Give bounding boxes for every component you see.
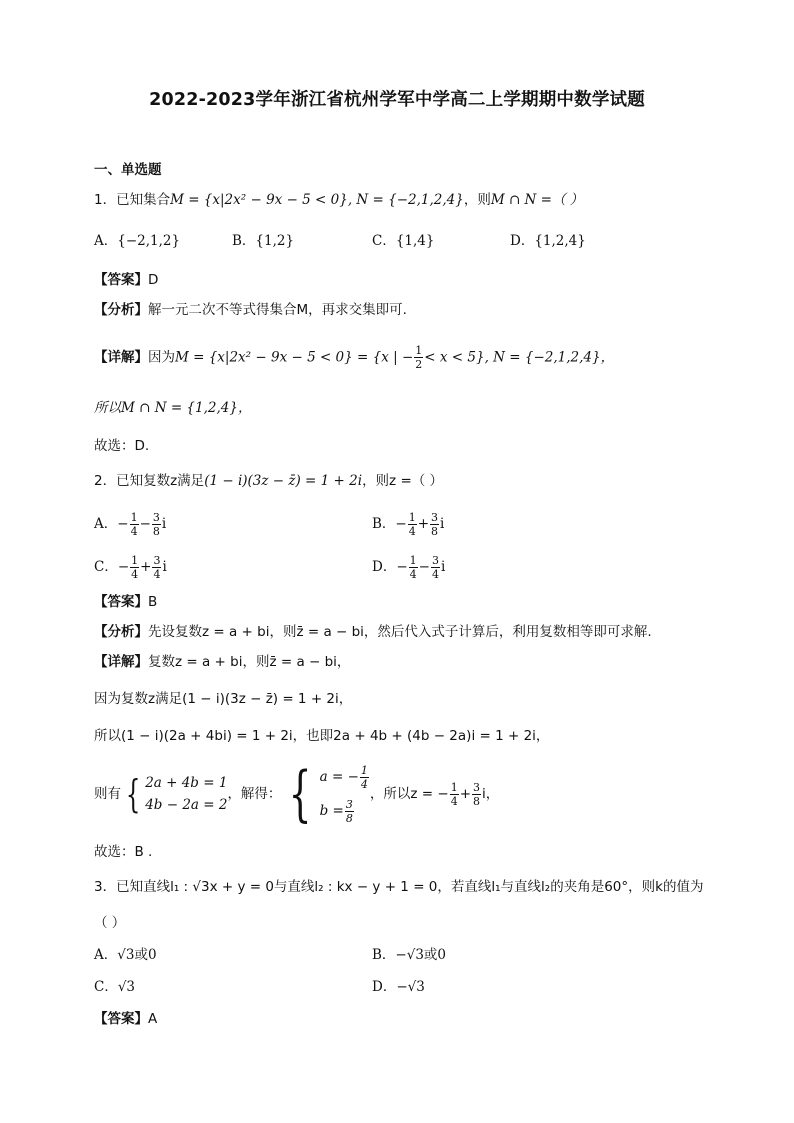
q2-stem-prefix: 2．已知复数z满足	[94, 473, 205, 489]
q3-answer-tag: 【答案】	[94, 1011, 148, 1027]
q2-result-op: +	[459, 786, 471, 802]
q3-option-b: B．−√3或0	[372, 947, 447, 963]
q1-detail-line	[94, 344, 614, 371]
q1-option-b: B．{1,2}	[232, 233, 295, 249]
q2-left-brace-1: {	[125, 772, 141, 816]
q2-sol-b	[320, 794, 370, 828]
q1-stem-prefix: 1．已知集合	[94, 192, 171, 208]
q2-option-d-f2-den: 4	[431, 568, 439, 581]
q2-sol-a	[320, 760, 370, 794]
q2-system	[145, 772, 227, 816]
q1-detail-eq: M = {x|2x² − 9x − 5 < 0} = {x | −	[175, 349, 414, 366]
q1-detail-frac-num: 1	[415, 344, 423, 357]
q2-option-a-op: −	[139, 516, 151, 532]
q2-option-a-frac1	[130, 511, 139, 538]
q2-option-a-unit: i	[161, 516, 167, 532]
q2-result	[369, 780, 500, 808]
q2-option-a-f1-den: 4	[130, 525, 138, 538]
q2-result-f2-num: 3	[473, 780, 480, 794]
q2-sol-a-frac	[360, 764, 369, 791]
q3-answer-line	[94, 1009, 157, 1029]
q2-option-a	[94, 511, 166, 538]
q2-sol-b-text: b =	[319, 803, 344, 819]
q2-stem-suffix: ，则z =（ ）	[362, 473, 444, 489]
q1-question: M ∩ N =（ ）	[490, 192, 584, 208]
q2-option-b-frac2	[430, 511, 439, 538]
q2-option-d-f2-num: 3	[431, 554, 439, 567]
q2-option-a-label: A．−	[94, 516, 129, 532]
q2-sol-b-frac	[345, 798, 354, 825]
q2-stem-eq: (1 − i)(3z − z̄) = 1 + 2i	[204, 473, 363, 489]
q2-option-a-frac2	[152, 511, 161, 538]
q2-detail-tag: 【详解】	[94, 654, 148, 670]
q1-analysis-line	[94, 300, 407, 320]
q2-result-frac1	[450, 781, 459, 808]
q2-answer-tag: 【答案】	[94, 594, 148, 610]
q2-option-c-f1-num: 1	[131, 554, 139, 567]
q2-sol-a-text: a = −	[319, 769, 359, 785]
q1-analysis-tag: 【分析】	[94, 302, 148, 318]
q2-option-b-f1-num: 1	[408, 511, 416, 524]
q2-option-c-f2-num: 3	[153, 554, 161, 567]
q2-result-f1-den: 4	[450, 794, 458, 808]
q2-line3: 所以(1 − i)(2a + 4bi) = 1 + 2i，也即2a + 4b + (4b − 2a)i = 1 + 2i，	[94, 728, 550, 744]
q1-answer-line	[94, 270, 158, 290]
q2-option-b-label: B．−	[372, 516, 407, 532]
q1-option-a: A．{−2,1,2}	[94, 233, 181, 249]
q2-choose: 故选：B .	[94, 844, 153, 860]
q1-choose: 故选：D.	[94, 438, 150, 454]
q1-detail-fraction	[414, 344, 423, 371]
q2-option-b-op: +	[417, 516, 430, 532]
q2-option-c	[94, 554, 167, 581]
q2-option-c-f2-den: 4	[153, 568, 161, 581]
q2-system-line	[94, 760, 499, 830]
q2-sol-a-den: 4	[360, 778, 368, 791]
q2-detail-line	[94, 652, 350, 672]
section-heading: 一、单选题	[94, 162, 162, 178]
q2-option-a-f2-num: 3	[152, 511, 160, 524]
q2-option-b-f2-den: 8	[431, 525, 439, 538]
q3-option-c: C．√3	[94, 979, 136, 995]
q2-system-prefix: 则有	[94, 786, 121, 802]
q1-detail-intro: 因为	[148, 349, 175, 366]
q1-option-c: C．{1,4}	[372, 233, 435, 249]
q1-stem	[94, 190, 583, 210]
q2-option-d	[372, 554, 445, 581]
q3-option-a: A．√3或0	[94, 947, 157, 963]
q2-option-b	[372, 511, 444, 538]
q1-set-definition: M = {x|2x² − 9x − 5 < 0}, N = {−2,1,2,4}	[170, 192, 464, 208]
q2-option-c-frac1	[130, 554, 139, 581]
q2-option-c-f1-den: 4	[131, 568, 139, 581]
q2-option-d-frac2	[431, 554, 440, 581]
q1-conclusion: 所以M ∩ N = {1,2,4}，	[94, 400, 252, 416]
q2-option-c-label: C．−	[94, 559, 130, 575]
q2-option-c-op: +	[140, 559, 152, 575]
q2-analysis-tag: 【分析】	[94, 624, 148, 640]
q2-detail: 复数z = a + bi，则z̄ = a − bi，	[148, 654, 351, 670]
q2-stem	[94, 471, 443, 491]
q2-solve-label: ，解得：	[227, 786, 282, 802]
q3-stem: 3．已知直线l₁ : √3x + y = 0与直线l₂ : kx − y + 1 = 0，若直线l₁与直线l₂的夹角是60°，则k的值为	[94, 879, 704, 895]
q2-analysis: 先设复数z = a + bi，则z̄ = a − bi，然后代入式子计算后，利用复数相等即可求解.	[148, 624, 652, 640]
q2-solution	[320, 760, 370, 828]
q1-detail-frac-den: 2	[415, 358, 423, 371]
q2-option-d-op: −	[418, 559, 430, 575]
q2-option-a-f2-den: 8	[152, 525, 160, 538]
q1-analysis: 解一元二次不等式得集合M，再求交集即可.	[148, 302, 407, 318]
q2-line2: 因为复数z满足(1 − i)(3z − z̄) = 1 + 2i，	[94, 691, 353, 707]
q2-sol-a-num: 1	[360, 764, 368, 777]
q2-sol-b-den: 8	[345, 812, 353, 825]
q1-stem-mid: ，则	[463, 192, 491, 208]
q2-option-d-unit: i	[440, 559, 446, 575]
q2-sol-b-num: 3	[345, 798, 353, 811]
q2-result-frac2	[472, 781, 481, 808]
q3-answer: A	[148, 1011, 158, 1027]
q2-option-d-label: D．−	[372, 559, 408, 575]
q2-result-f1-num: 1	[450, 780, 458, 794]
q1-detail-eq2: < x < 5}, N = {−2,1,2,4}，	[424, 349, 615, 366]
q1-option-d: D．{1,2,4}	[510, 233, 586, 249]
q2-sys-eq1: 2a + 4b = 1	[145, 775, 228, 791]
q2-option-d-frac1	[409, 554, 418, 581]
q3-paren: （ ）	[94, 915, 126, 931]
q2-option-b-frac1	[408, 511, 417, 538]
q2-option-b-f1-den: 4	[408, 525, 416, 538]
q2-result-tail: i，	[482, 786, 500, 802]
q2-result-text: ，所以z = −	[369, 786, 449, 802]
q2-option-b-f2-num: 3	[431, 511, 439, 524]
q2-analysis-line	[94, 622, 652, 642]
q2-answer-line	[94, 592, 157, 612]
q2-option-c-unit: i	[162, 559, 167, 575]
q2-result-f2-den: 8	[473, 794, 480, 808]
q3-option-d: D．−√3	[372, 979, 425, 995]
q2-option-d-f1-den: 4	[409, 568, 417, 581]
q2-answer: B	[148, 594, 158, 610]
q2-left-brace-2: {	[289, 759, 312, 829]
q2-sys-eq2: 4b − 2a = 2	[145, 797, 228, 813]
q2-option-d-f1-num: 1	[409, 554, 417, 567]
q1-detail-tag: 【详解】	[94, 349, 148, 366]
q2-option-c-frac2	[152, 554, 161, 581]
q2-option-a-f1-num: 1	[130, 511, 138, 524]
page-title: 2022-2023学年浙江省杭州学军中学高二上学期期中数学试题	[149, 90, 645, 110]
q1-answer: D	[148, 272, 159, 288]
q2-option-b-unit: i	[440, 516, 445, 532]
q1-answer-tag: 【答案】	[94, 272, 148, 288]
